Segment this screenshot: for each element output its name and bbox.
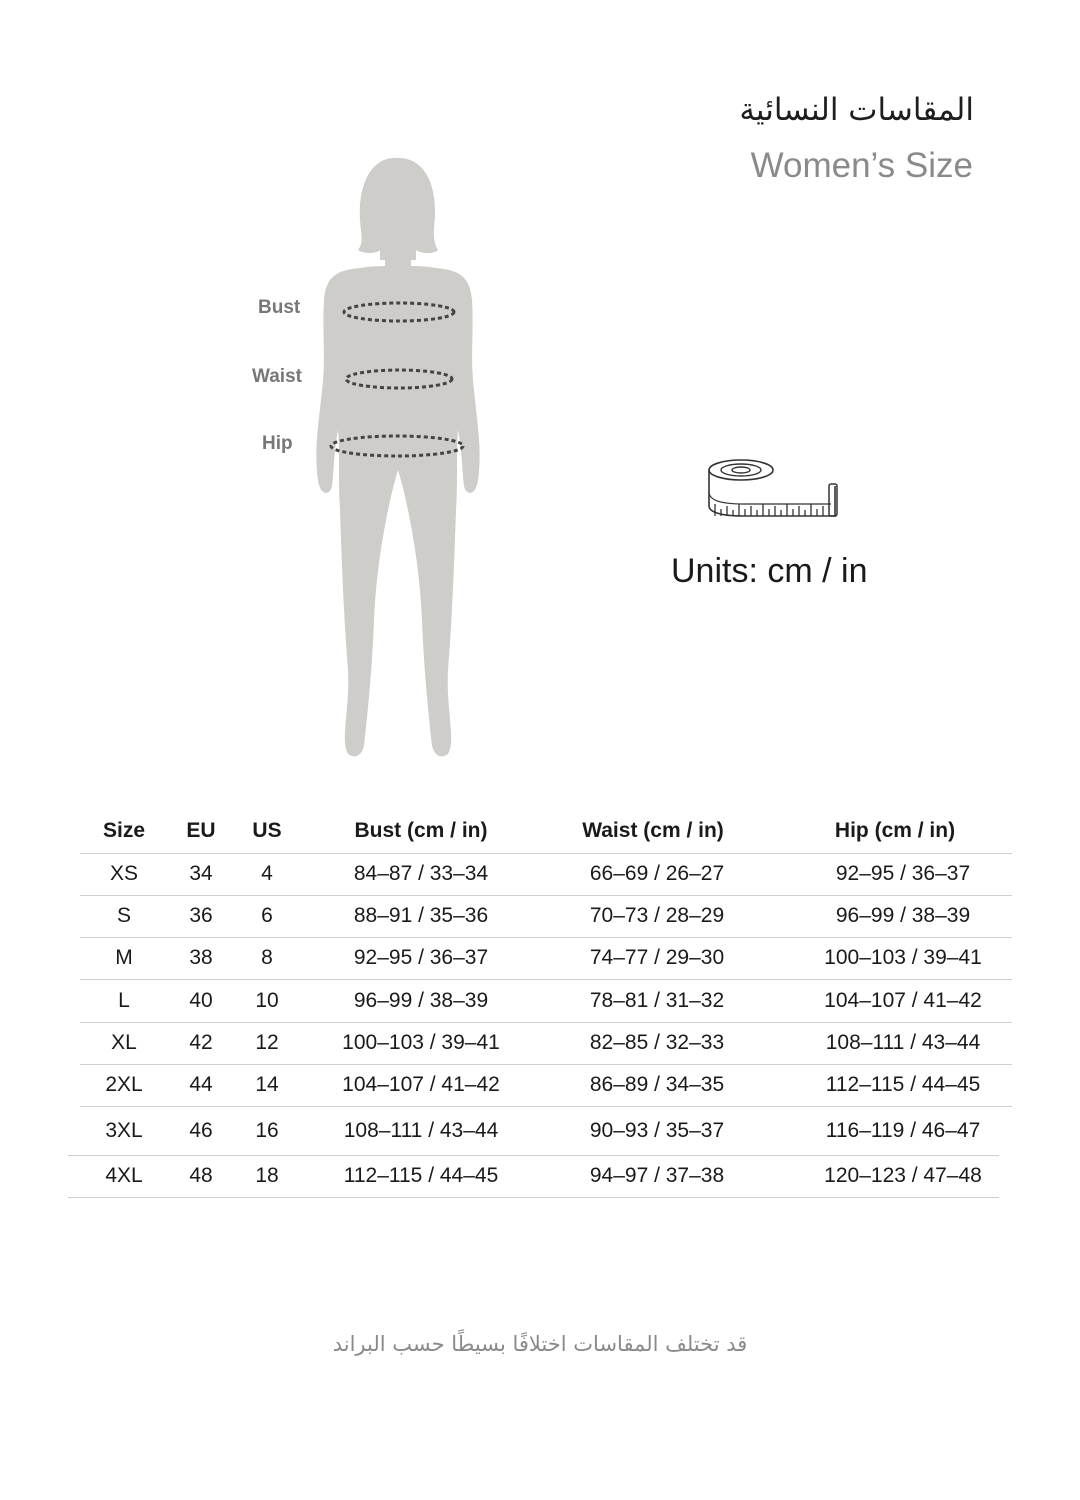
table-row	[0, 1155, 1080, 1197]
table-row	[0, 853, 1080, 895]
table-header-row	[0, 810, 1080, 852]
cell-bust: 104–107 / 41–42	[342, 1073, 500, 1096]
cell-us: 4	[261, 862, 273, 885]
cell-us: 8	[261, 946, 273, 969]
header-divider	[80, 853, 1012, 854]
row-divider	[80, 895, 1012, 896]
cell-us: 18	[255, 1164, 279, 1187]
cell-hip: 96–99 / 38–39	[835, 904, 971, 927]
cell-us: 14	[255, 1073, 279, 1096]
cell-waist: 86–89 / 34–35	[589, 1073, 725, 1096]
body-silhouette-icon	[240, 150, 500, 765]
row-divider	[68, 1155, 999, 1156]
measuring-tape-icon	[703, 456, 843, 522]
cell-bust: 84–87 / 33–34	[353, 862, 489, 885]
cell-eu: 48	[189, 1164, 213, 1187]
header-hip: Hip (cm / in)	[834, 819, 956, 842]
cell-waist: 70–73 / 28–29	[589, 904, 725, 927]
cell-size: XS	[109, 862, 139, 885]
header-size: Size	[102, 819, 146, 842]
row-divider	[80, 979, 1012, 980]
body-silhouette-figure	[240, 150, 500, 765]
bust-label: Bust	[258, 297, 301, 318]
cell-eu: 34	[189, 862, 213, 885]
cell-waist: 90–93 / 35–37	[589, 1119, 725, 1142]
cell-hip: 104–107 / 41–42	[824, 989, 982, 1012]
row-divider	[80, 1064, 1012, 1065]
cell-bust: 108–111 / 43–44	[343, 1119, 499, 1142]
table-row	[0, 1022, 1080, 1064]
cell-hip: 120–123 / 47–48	[824, 1164, 982, 1187]
cell-size: XL	[111, 1031, 137, 1054]
cell-size: 3XL	[105, 1119, 143, 1142]
cell-waist: 82–85 / 32–33	[589, 1031, 725, 1054]
cell-eu: 40	[189, 989, 213, 1012]
cell-hip: 108–111 / 43–44	[825, 1031, 981, 1054]
cell-eu: 42	[189, 1031, 213, 1054]
cell-hip: 112–115 / 44–45	[825, 1073, 981, 1096]
cell-eu: 38	[189, 946, 213, 969]
cell-bust: 92–95 / 36–37	[353, 946, 489, 969]
waist-label: Waist	[252, 366, 302, 387]
cell-us: 10	[255, 989, 279, 1012]
row-divider	[80, 1022, 1012, 1023]
header-us: US	[252, 819, 282, 842]
page-title-english: Women’s Size	[750, 146, 973, 185]
cell-eu: 46	[189, 1119, 213, 1142]
hip-label: Hip	[262, 433, 293, 454]
cell-bust: 96–99 / 38–39	[353, 989, 489, 1012]
row-divider	[80, 1106, 1012, 1107]
cell-us: 16	[255, 1119, 279, 1142]
cell-bust: 100–103 / 39–41	[342, 1031, 500, 1054]
cell-hip: 116–119 / 46–47	[825, 1119, 981, 1142]
cell-size: L	[118, 989, 130, 1012]
header-eu: EU	[186, 819, 216, 842]
cell-us: 6	[261, 904, 273, 927]
cell-waist: 66–69 / 26–27	[589, 862, 725, 885]
cell-size: 2XL	[105, 1073, 143, 1096]
cell-waist: 78–81 / 31–32	[589, 989, 725, 1012]
table-row	[0, 937, 1080, 979]
header-bust: Bust (cm / in)	[354, 819, 488, 842]
row-divider	[80, 937, 1012, 938]
cell-us: 12	[255, 1031, 279, 1054]
table-row	[0, 1064, 1080, 1106]
cell-hip: 100–103 / 39–41	[824, 946, 982, 969]
units-label: Units: cm / in	[671, 552, 868, 590]
cell-size: S	[116, 904, 132, 927]
cell-waist: 74–77 / 29–30	[589, 946, 725, 969]
table-row	[0, 979, 1080, 1022]
brand-variation-note: قد تختلف المقاسات اختلافًا بسيطًا حسب البراند	[332, 1332, 748, 1356]
size-table	[0, 810, 1080, 1187]
header-waist: Waist (cm / in)	[582, 819, 724, 842]
page-title-arabic: المقاسات النسائية	[739, 92, 974, 128]
cell-bust: 88–91 / 35–36	[353, 904, 489, 927]
cell-hip: 92–95 / 36–37	[835, 862, 971, 885]
cell-bust: 112–115 / 44–45	[343, 1164, 499, 1187]
cell-size: 4XL	[105, 1164, 143, 1187]
cell-eu: 36	[189, 904, 213, 927]
cell-eu: 44	[189, 1073, 213, 1096]
row-divider	[68, 1197, 999, 1198]
table-row	[0, 1106, 1080, 1155]
cell-waist: 94–97 / 37–38	[589, 1164, 725, 1187]
table-row	[0, 895, 1080, 937]
cell-size: M	[115, 946, 133, 969]
